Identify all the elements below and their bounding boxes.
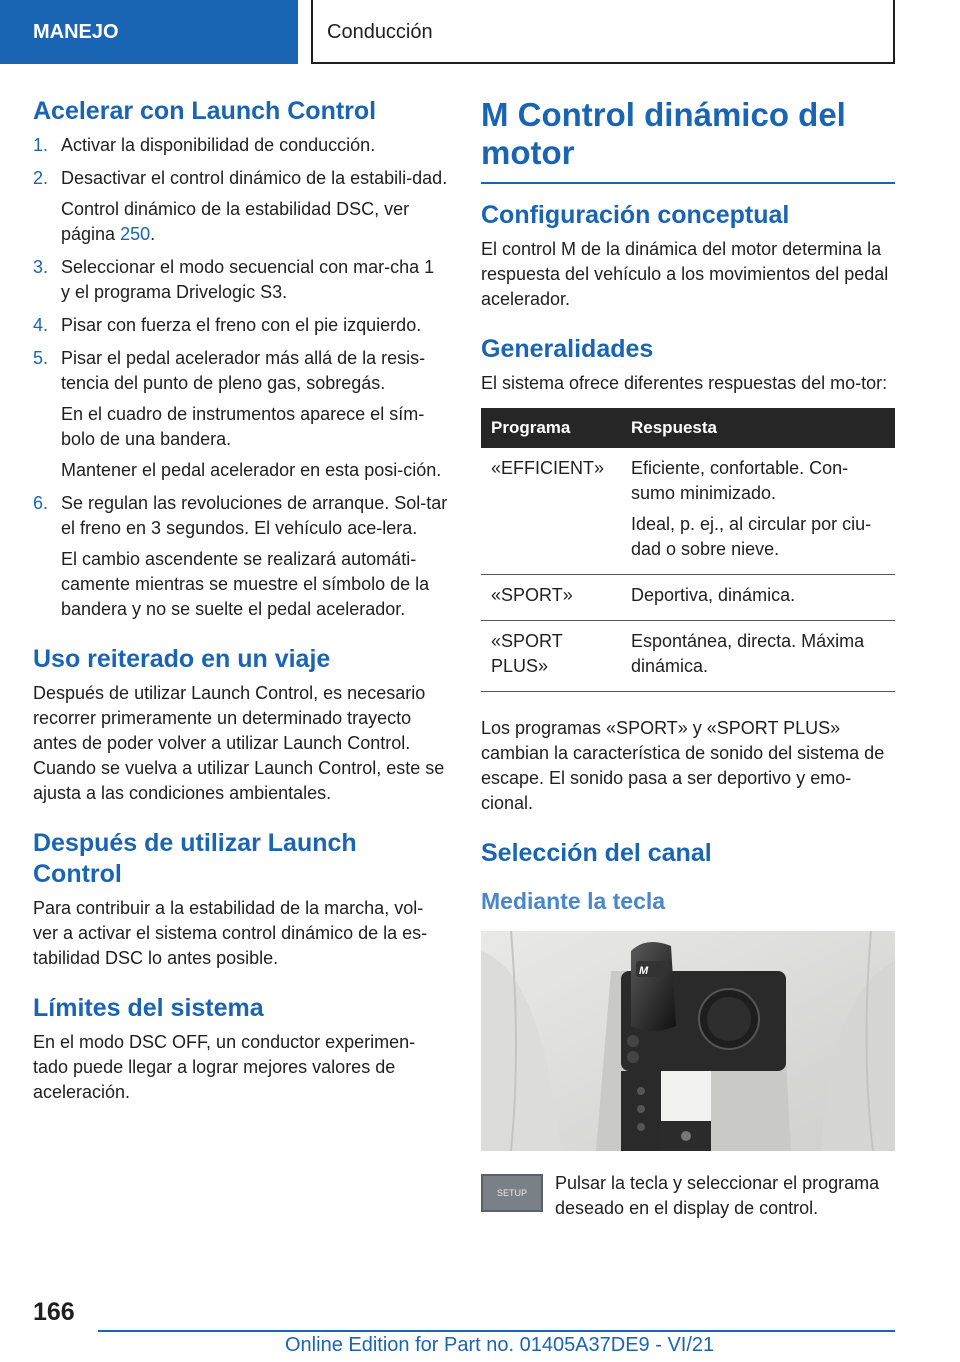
after-text: Para contribuir a la estabilidad de la marcha, vol‐ver a activar el sistema control dinámico de la es‐tabilidad DSC lo antes posible. (33, 898, 428, 968)
general-heading: Generalidades (481, 335, 654, 363)
column-header-response: Respuesta (621, 408, 895, 448)
concept-heading: Configuración conceptual (481, 201, 790, 229)
gear-selector-photo (481, 931, 895, 1151)
after-heading: Después de utilizar Launch Control (33, 829, 357, 888)
step-6: 6. Se regulan las revoluciones de arranque. Sol‐tar el freno en 3 segundos. El vehículo ace‐lera. El cambio ascendente se realizará automáti‐camente mientras se muestre el símbolo de la bandera y no se suelte el pedal acelerador. (33, 491, 448, 622)
step-4: 4. Pisar con fuerza el freno con el pie izquierdo. (33, 315, 422, 335)
program-table (481, 408, 895, 692)
footer-edition: Online Edition for Part no. 01405A37DE9 - VI/21 (285, 1334, 715, 1356)
table-row (481, 621, 895, 692)
page-link[interactable]: 250 (120, 224, 151, 244)
column-header-program: Programa (481, 408, 621, 448)
step-2-note: Control dinámico de la estabilidad DSC, ver página 250. (61, 199, 410, 244)
reuse-text: Después de utilizar Launch Control, es necesario recorrer primeramente un determinado trayecto antes de poder volver a utilizar Launch Control. Cuando se vuelva a utilizar Launch Control, este se ajusta a las condiciones ambientales. (33, 683, 445, 803)
channel-subheading: Mediante la tecla (481, 888, 666, 914)
right-column (481, 96, 895, 1221)
step-5-note-1: En el cuadro de instrumentos aparece el sím‐bolo de una bandera. (61, 404, 425, 449)
title-divider (481, 182, 895, 184)
response-cell: Deportiva, dinámica. (621, 575, 895, 621)
step-5-note-2: Mantener el pedal acelerador en esta posi‐ción. (61, 460, 442, 480)
response-cell: Espontánea, directa. Máxima dinámica. (621, 621, 895, 692)
program-cell: «SPORT PLUS» (481, 621, 621, 692)
table-row (481, 575, 895, 621)
step-1: 1. Activar la disponibilidad de conducción. (33, 135, 376, 155)
reuse-heading: Uso reiterado en un viaje (33, 645, 331, 673)
sound-text: Los programas «SPORT» y «SPORT PLUS» cambian la característica de sonido del sistema de escape. El sonido pasa a ser deportivo y emo‐cional. (481, 718, 885, 813)
program-cell: «SPORT» (481, 575, 621, 621)
console-illustration (481, 931, 895, 1151)
footer-rule (98, 1330, 895, 1332)
concept-text: El control M de la dinámica del motor determina la respuesta del vehículo a los movimientos del pedal acelerador. (481, 239, 889, 309)
setup-button-icon: SETUP (481, 1174, 543, 1212)
table-row (481, 448, 895, 575)
launch-control-heading: Acelerar con Launch Control (33, 97, 377, 125)
launch-steps (33, 133, 448, 622)
section-tab: MANEJO (0, 0, 298, 64)
step-5: 5. Pisar el pedal acelerador más allá de la resis‐tencia del punto de pleno gas, sobregás. En el cuadro de instrumentos aparece el sím‐bolo de una bandera. Mantener el pedal acelerador en esta posi‐ción. (33, 346, 448, 483)
step-3: 3. Seleccionar el modo secuencial con mar‐cha 1 y el programa Drivelogic S3. (33, 257, 435, 302)
limits-heading: Límites del sistema (33, 994, 264, 1022)
step-2: 2. Desactivar el control dinámico de la estabili‐dad. Control dinámico de la estabilidad DSC, ver página 250. (33, 166, 448, 247)
table-header-row (481, 408, 895, 448)
page-number: 166 (33, 1298, 75, 1326)
limits-text: En el modo DSC OFF, un conductor experimen‐tado puede llegar a lograr mejores valores de aceleración. (33, 1032, 416, 1102)
step-6-note: El cambio ascendente se realizará automáti‐camente mientras se muestre el símbolo de la bandera y no se suelte el pedal acelerador. (61, 549, 430, 619)
general-text: El sistema ofrece diferentes respuestas del mo‐tor: (481, 373, 888, 393)
left-column (33, 96, 448, 1105)
setup-text: Pulsar la tecla y seleccionar el programa deseado en el display de control. (555, 1173, 880, 1218)
response-cell: Eficiente, confortable. Con‐sumo minimizado. Ideal, p. ej., al circular por ciu‐dad o sobre nieve. (621, 448, 895, 575)
page-title: M Control dinámico del motor (481, 96, 846, 171)
channel-heading: Selección del canal (481, 839, 712, 867)
svg-text:M: M (639, 965, 649, 977)
program-cell: «EFFICIENT» (481, 448, 621, 575)
setup-instruction (481, 1171, 895, 1221)
chapter-title: Conducción (311, 0, 895, 64)
